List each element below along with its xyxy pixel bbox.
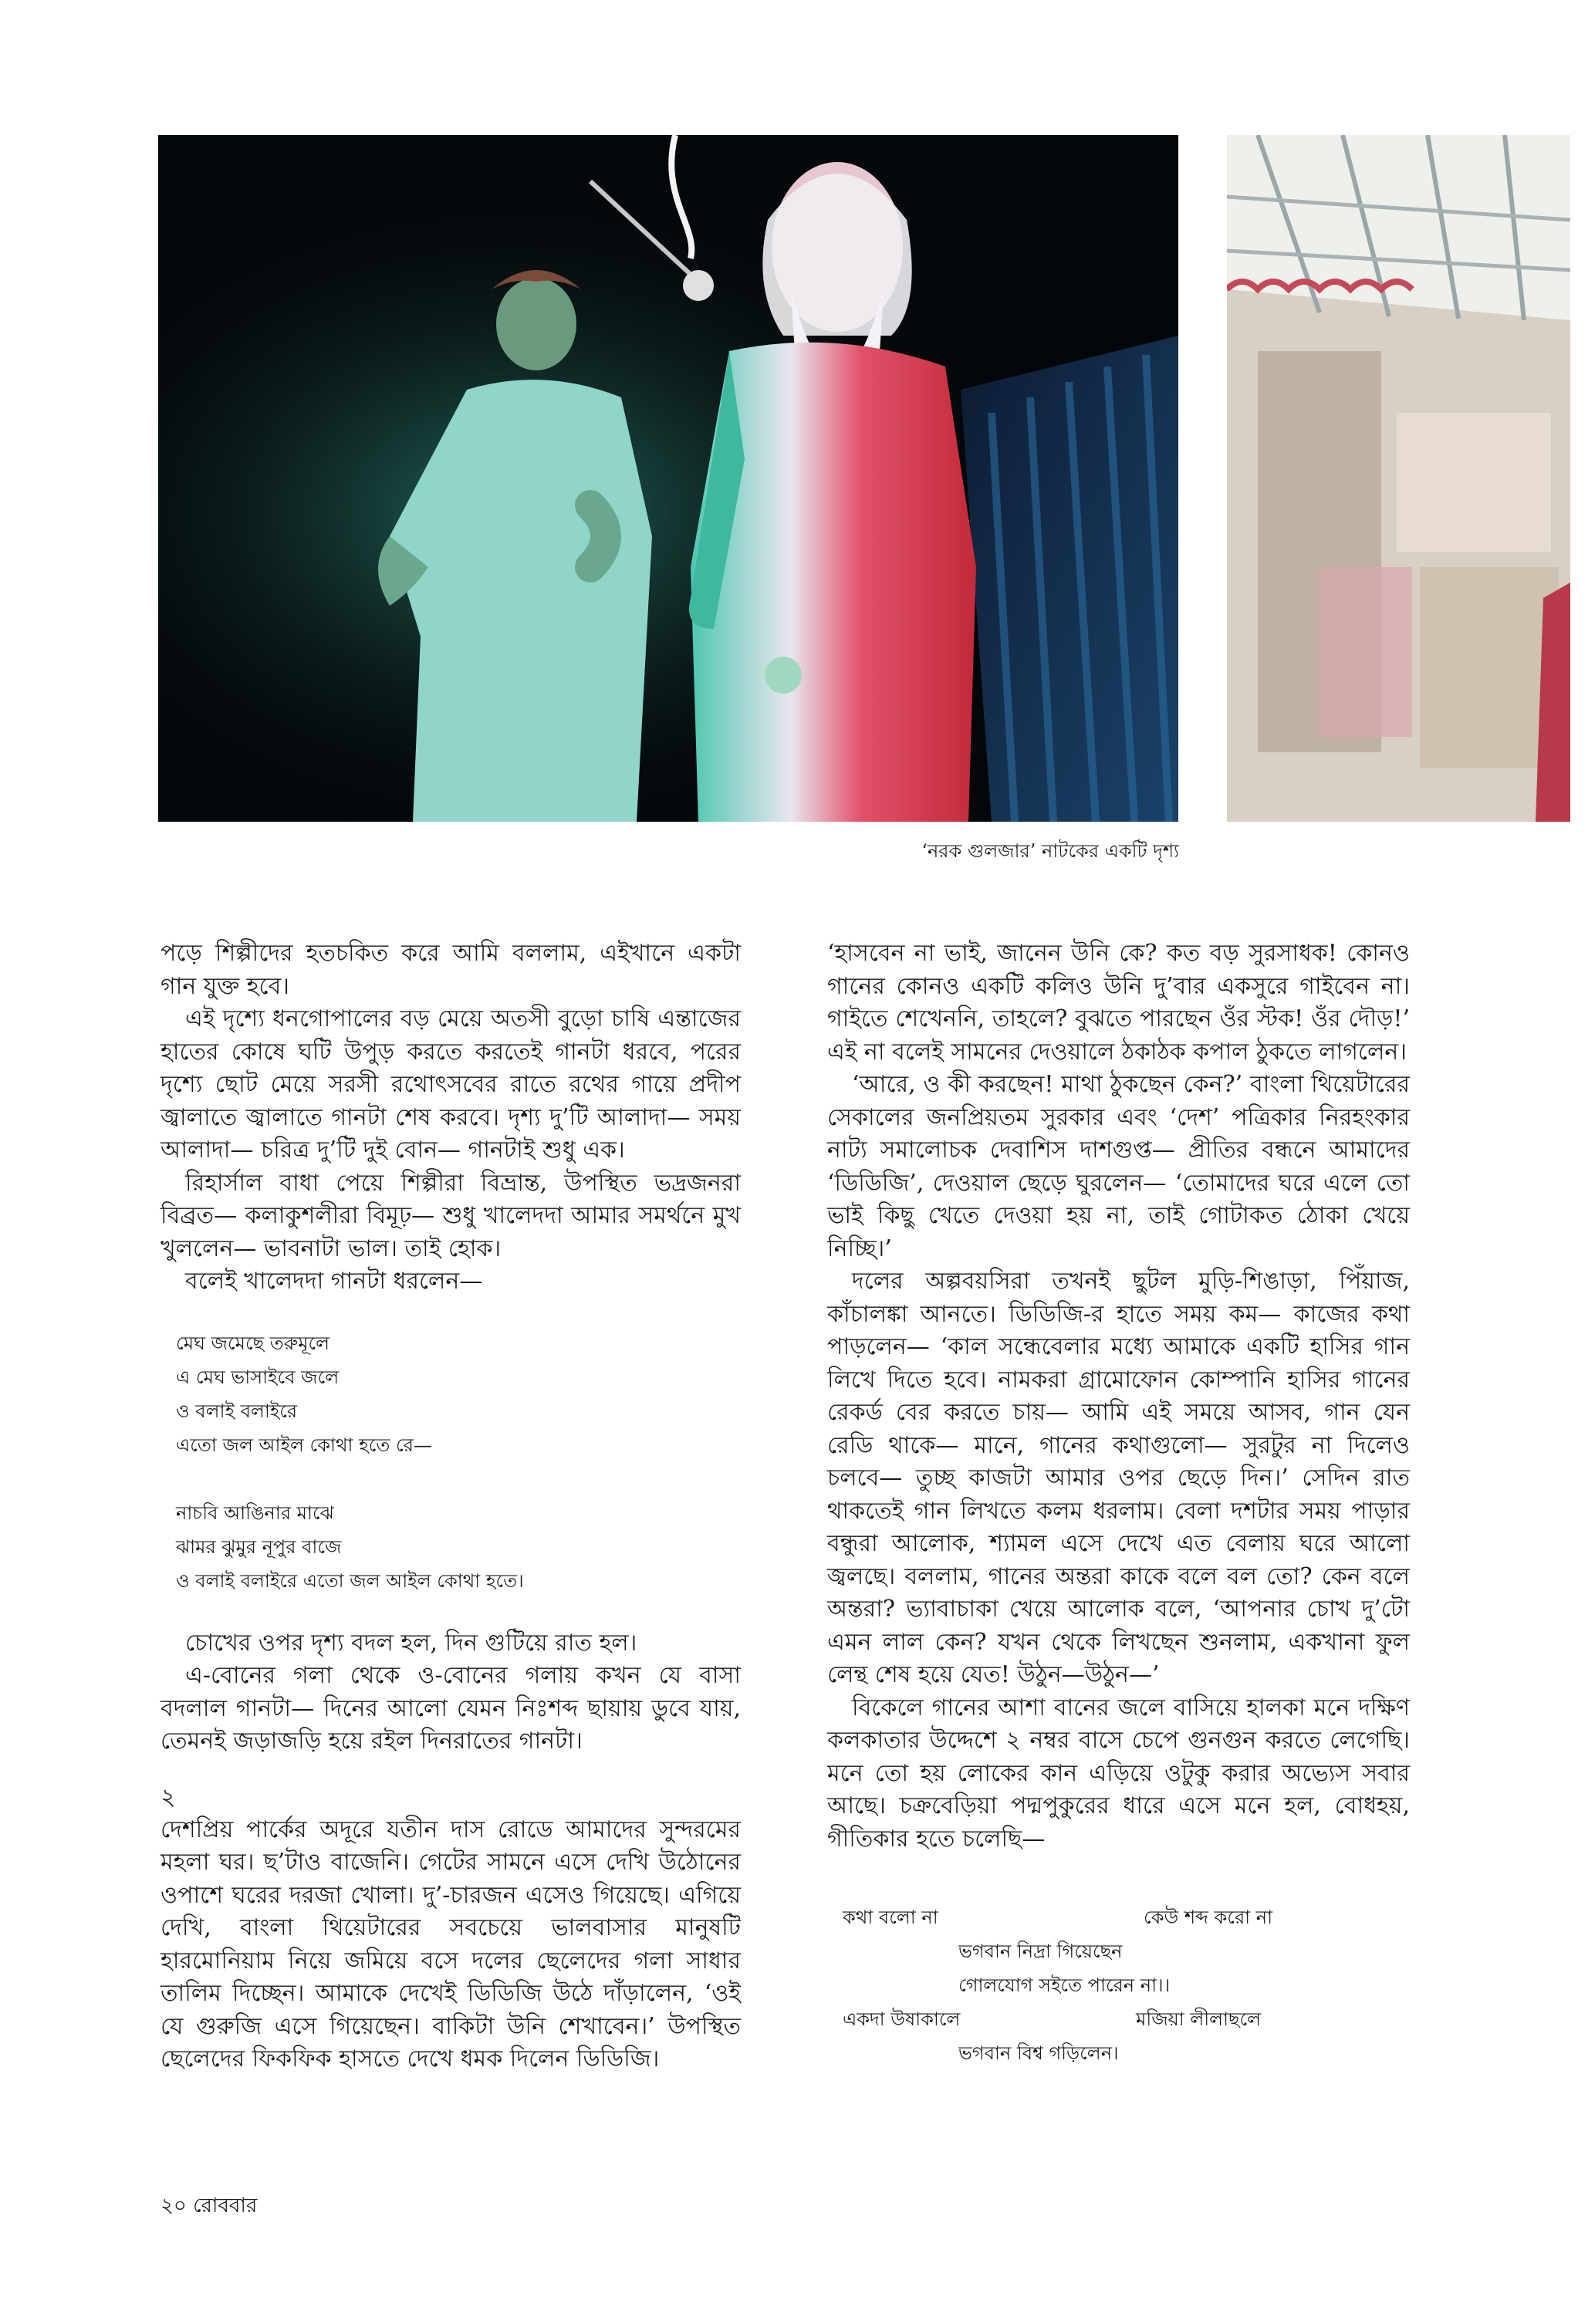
paragraph: বলেই খালেদদা গানটা ধরলেন—	[185, 1268, 483, 1295]
lyric-line: ভগবান বিশ্ব গড়িলেন।	[958, 2042, 1119, 2064]
paragraph: রিহার্সাল বাধা পেয়ে শিল্পীরা বিভ্রান্ত, উপস্থিত ভদ্রজনরা বিব্রত— কলাকুশলীরা বিমূঢ়— শুধু খালেদদা আমার সমর্থনে মুখ খুললেন— ভাবনাটা ভাল। তাই হোক।	[161, 1169, 741, 1262]
paragraph: পড়ে শিল্পীদের হতচকিত করে আমি বললাম, এইখানে একটা গান যুক্ত হবে।	[161, 940, 741, 1000]
paragraph: ‘আরে, ও কী করছেন! মাথা ঠুকছেন কেন?’ বাংলা থিয়েটারের সেকালের জনপ্রিয়তম সুরকার এবং ‘দেশ’ পত্রিকার নিরহংকার নাট্য সমালোচক দেবাশিস দাশগুপ্ত— প্রীতির বন্ধনে আমাদের ‘ডিডিজি’, দেওয়াল ছেড়ে ঘুরলেন— ‘তোমাদের ঘরে এলে তো ভাই কিছু খেতে দেওয়া হয় না, তাই গোটাকত ঠোকা খেয়ে নিচ্ছি।’	[827, 1071, 1410, 1262]
side-photo-art	[1227, 135, 1570, 822]
lyric-line: মেঘ জমেছে তরুমূলে	[176, 1332, 330, 1354]
paragraph: এই দৃশ্যে ধনগোপালের বড় মেয়ে অতসী বুড়ো চাষি এন্তাজের হাতের কোষে ঘটি উপুড় করতে করতেই গানটা ধরবে, পরের দৃশ্যে ছোট মেয়ে সরসী রথোৎসবের রাতে রথের গায়ে প্রদীপ জ্বালাতে জ্বালাতে গানটা শেষ করবে। দৃশ্য দু’টি আলাদা— সময় আলাদা— চরিত্র দু’টি দুই বোন— গানটাই শুধু এক।	[161, 1005, 741, 1164]
lyric-line: একদা উষাকালে	[843, 2008, 961, 2030]
lyric-line: এ মেঘ ভাসাইবে জলে	[176, 1366, 340, 1388]
paragraph: বিকেলে গানের আশা বানের জলে বাসিয়ে হালকা মনে দক্ষিণ কলকাতার উদ্দেশে ২ নম্বর বাসে চেপে গুনগুন করতে লেগেছি। মনে তো হয় লোকের কান এড়িয়ে ওটুকু করার অভ্যেস সবার আছে। চক্রবেড়িয়া পদ্মপুকুরের ধারে এসে মনে হল, বোধহয়, গীতিকার হতে চলেছি—	[827, 1694, 1410, 1853]
lyric-line: কথা বলো না	[843, 1907, 938, 1928]
paragraph: দলের অল্পবয়সিরা তখনই ছুটল মুড়ি-শিঙাড়া, পিঁয়াজ, কাঁচালঙ্কা আনতে। ডিডিজি-র হাতে সময় কম— কাজের কথা পাড়লেন— ‘কাল সন্ধেবেলার মধ্যে আমাকে একটি হাসির গান লিখে দিতে হবে। নামকরা গ্রামোফোন কোম্পানি হাসির গানের রেকর্ড বের করতে চায়— আমি এই সময়ে আসব, গান যেন রেডি থাকে— মানে, গানের কথাগুলো— সুরটুর না দিলেও চলবে— তুচ্ছ কাজটা আমার ওপর ছেড়ে দিন।’ সেদিন রাত থাকতেই গান লিখতে কলম ধরলাম। বেলা দশটার সময় পাড়ার বন্ধুরা আলোক, শ্যামল এসে দেখে এত বেলায় ঘরে আলো জ্বলছে। বললাম, গানের অন্তরা কাকে বলে বল তো? কেন বলে অন্তরা? ভ্যাবাচাকা খেয়ে আলোক বলে, ‘আপনার চোখ দু’টো এমন লাল কেন? যখন থেকে লিখছেন শুনলাম, একখানা ফুল লেন্থ শেষ হয়ে যেত! উঠুন—উঠুন—’	[827, 1268, 1410, 1688]
stage-photo	[158, 135, 1178, 822]
photo-caption: ‘নরক গুলজার’ নাটকের একটি দৃশ্য	[921, 840, 1179, 862]
paragraph: এ-বোনের গলা থেকে ও-বোনের গলায় কখন যে বাসা বদলাল গানটা— দিনের আলো যেমন নিঃশব্দ ছায়ায় ডুবে যায়, তেমনই জড়াজড়ি হয়ে রইল দিনরাতের গানটা।	[161, 1662, 741, 1755]
left-column	[161, 937, 741, 2076]
lyric-line: ভগবান নিদ্রা গিয়েছেন	[958, 1941, 1123, 1962]
paragraph: ‘হাসবেন না ভাই, জানেন উনি কে? কত বড় সুরসাধক! কোনও গানের কোনও একটি কলিও উনি দু’বার একসুরে গাইবেন না। গাইতে শেখেননি, তাহলে? বুঝতে পারছেন ওঁর স্টক! ওঁর দৌড়!’ এই না বলেই সামনের দেওয়ালে ঠকাঠক কপাল ঠুকতে লাগলেন।	[827, 940, 1410, 1066]
lyric-line: ও বলাই বলাইরে এতো জল আইল কোথা হতে।	[176, 1569, 524, 1592]
lyric-line: নাচবি আঙিনার মাঝে	[176, 1501, 334, 1524]
section-number: ২	[161, 1783, 176, 1811]
page-folio: ২০ রোববার	[161, 2194, 258, 2218]
song-lyrics	[827, 1900, 1410, 2070]
song-lyrics	[176, 1326, 741, 1598]
paragraph: চোখের ওপর দৃশ্য বদল হল, দিন গুটিয়ে রাত হল।	[185, 1629, 637, 1657]
lyric-line: কেউ শব্দ করো না	[1144, 1907, 1273, 1928]
lyric-line: ঝামর ঝুমুর নূপুর বাজে	[176, 1535, 342, 1558]
stage-photo-art	[158, 135, 1178, 822]
lyric-line: গোলযোগ সইতে পারেন না।।	[958, 1974, 1171, 1996]
right-column	[827, 937, 1410, 2070]
lyric-line: ও বলাই বলাইরে	[176, 1400, 298, 1422]
lyric-line: মজিয়া লীলাছলে	[1136, 2008, 1262, 2030]
side-photo	[1227, 135, 1570, 822]
paragraph: দেশপ্রিয় পার্কের অদূরে যতীন দাস রোডে আমাদের সুন্দরমের মহলা ঘর। ছ’টাও বাজেনি। গেটের সামনে এসে দেখি উঠোনের ওপাশে ঘরের দরজা খোলা। দু’-চারজন এসেও গিয়েছে। এগিয়ে দেখি, বাংলা থিয়েটারের সবচেয়ে ভালবাসার মানুষটি হারমোনিয়াম নিয়ে জমিয়ে বসে দলের ছেলেদের গলা সাধার তালিম দিচ্ছেন। আমাকে দেখেই ডিডিজি উঠে দাঁড়ালেন, ‘ওই যে গুরুজি এসে গিয়েছেন। বাকিটা উনি শেখাবেন।’ উপস্থিত ছেলেদের ফিকফিক হাসতে দেখে ধমক দিলেন ডিডিজি।	[161, 1816, 741, 2072]
lyric-line: এতো জল আইল কোথা হতে রে—	[176, 1434, 432, 1456]
